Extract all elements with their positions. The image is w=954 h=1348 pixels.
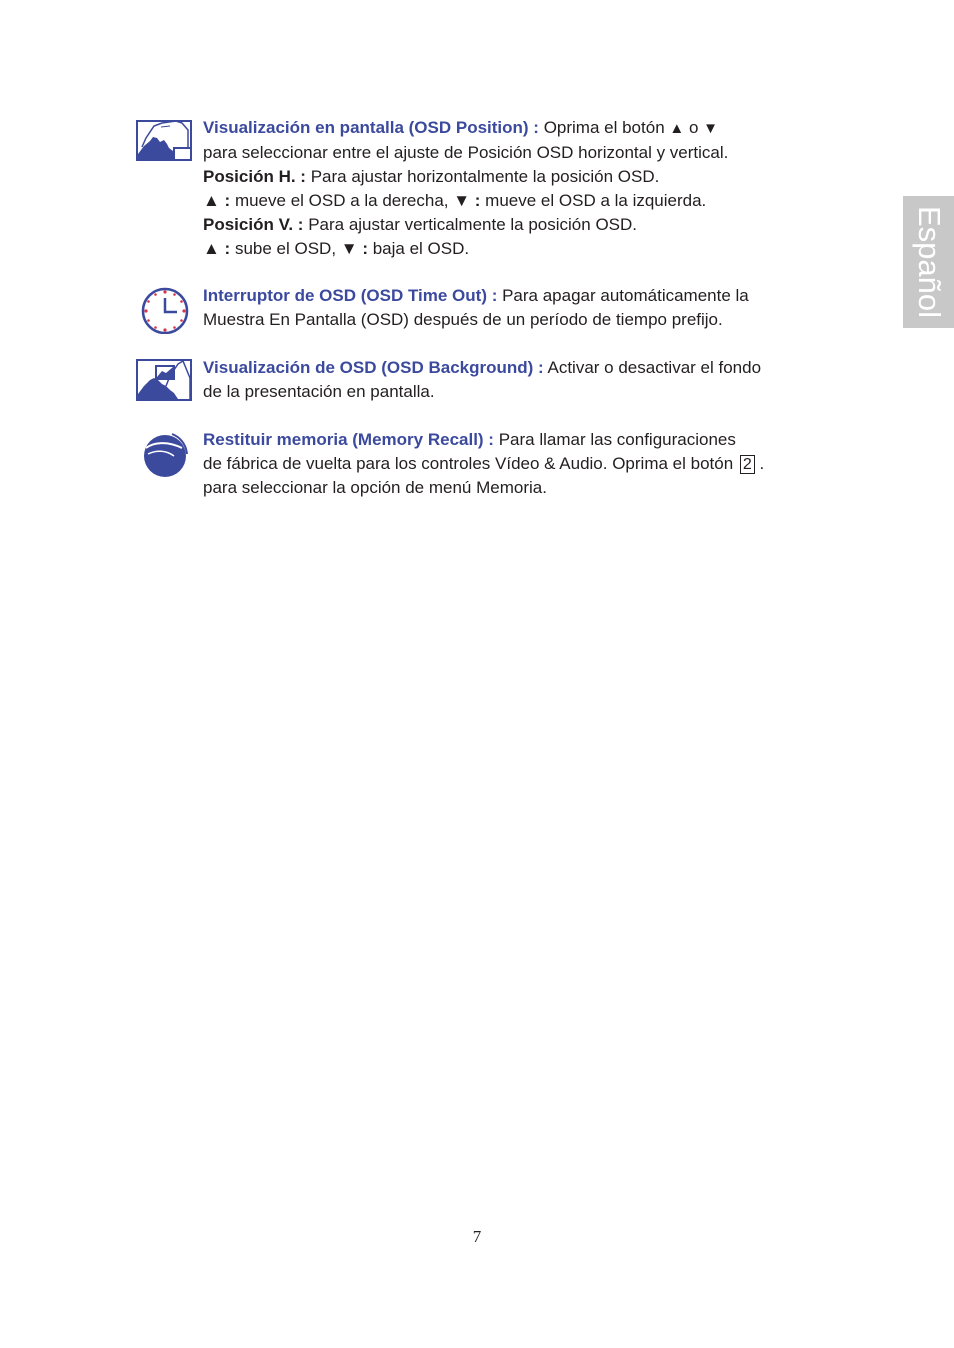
page-number: 7 [472, 1227, 482, 1246]
up-arrow-icon: ▲ [669, 120, 685, 137]
h-up-text: mueve el OSD a la derecha, [230, 191, 454, 210]
memory-recall-icon [136, 428, 193, 480]
entry-description: Activar o desactivar el fondo [543, 358, 762, 377]
down-arrow-icon: ▼ [703, 120, 718, 137]
entry-description: Para apagar automáticamente la [497, 286, 749, 305]
osd-position-icon [136, 116, 193, 162]
text-line: para seleccionar la opción de menú Memoria. [203, 478, 547, 497]
text-line: Muestra En Pantalla (OSD) después de un período de tiempo prefijo. [203, 310, 723, 329]
entry-title: Visualización en pantalla (OSD Position) : [203, 118, 539, 137]
h-position-text: Para ajustar horizontalmente la posición OSD. [305, 167, 660, 186]
down-arrow-icon: ▼ : [453, 191, 481, 210]
button-2-key: 2 [740, 455, 755, 474]
text-line [203, 116, 828, 141]
up-arrow-icon: ▲ : [203, 239, 231, 258]
entry-title: Restituir memoria (Memory Recall) : [203, 430, 494, 449]
language-tab [903, 196, 954, 328]
text-line: para seleccionar entre el ajuste de Posición OSD horizontal y vertical. [203, 143, 729, 162]
down-arrow-icon: ▼ : [340, 239, 368, 258]
h-down-text: mueve el OSD a la izquierda. [480, 191, 707, 210]
entry-text [203, 428, 828, 500]
text-line [203, 428, 828, 452]
osd-background-icon [136, 356, 193, 402]
text-line [203, 284, 828, 308]
text-line [203, 165, 828, 189]
v-position-text: Para ajustar verticalmente la posición OSD. [303, 215, 638, 234]
text-line [203, 452, 828, 476]
clock-icon [136, 284, 193, 334]
text-line [203, 237, 828, 261]
entry-description: Oprima el botón [538, 118, 670, 137]
text-line: de la presentación en pantalla. [203, 382, 435, 401]
entry-text [203, 116, 828, 261]
entry-text [203, 284, 828, 332]
v-down-text: baja el OSD. [368, 239, 470, 258]
up-arrow-icon: ▲ : [203, 191, 231, 210]
conjunction: o [684, 118, 704, 137]
punctuation: . [754, 454, 765, 473]
h-position-label: Posición H. : [203, 167, 306, 186]
v-up-text: sube el OSD, [230, 239, 341, 258]
entry-title: Interruptor de OSD (OSD Time Out) : [203, 286, 498, 305]
entry-text [203, 356, 828, 404]
entry-title: Visualización de OSD (OSD Background) : [203, 358, 544, 377]
text-line [203, 189, 828, 213]
text-line [203, 213, 828, 237]
v-position-label: Posición V. : [203, 215, 304, 234]
entry-description: Para llamar las configuraciones [493, 430, 736, 449]
language-tab-label: Español [911, 205, 947, 319]
entry-description: de fábrica de vuelta para los controles Vídeo & Audio. Oprima el botón [203, 454, 738, 473]
text-line [203, 356, 828, 380]
